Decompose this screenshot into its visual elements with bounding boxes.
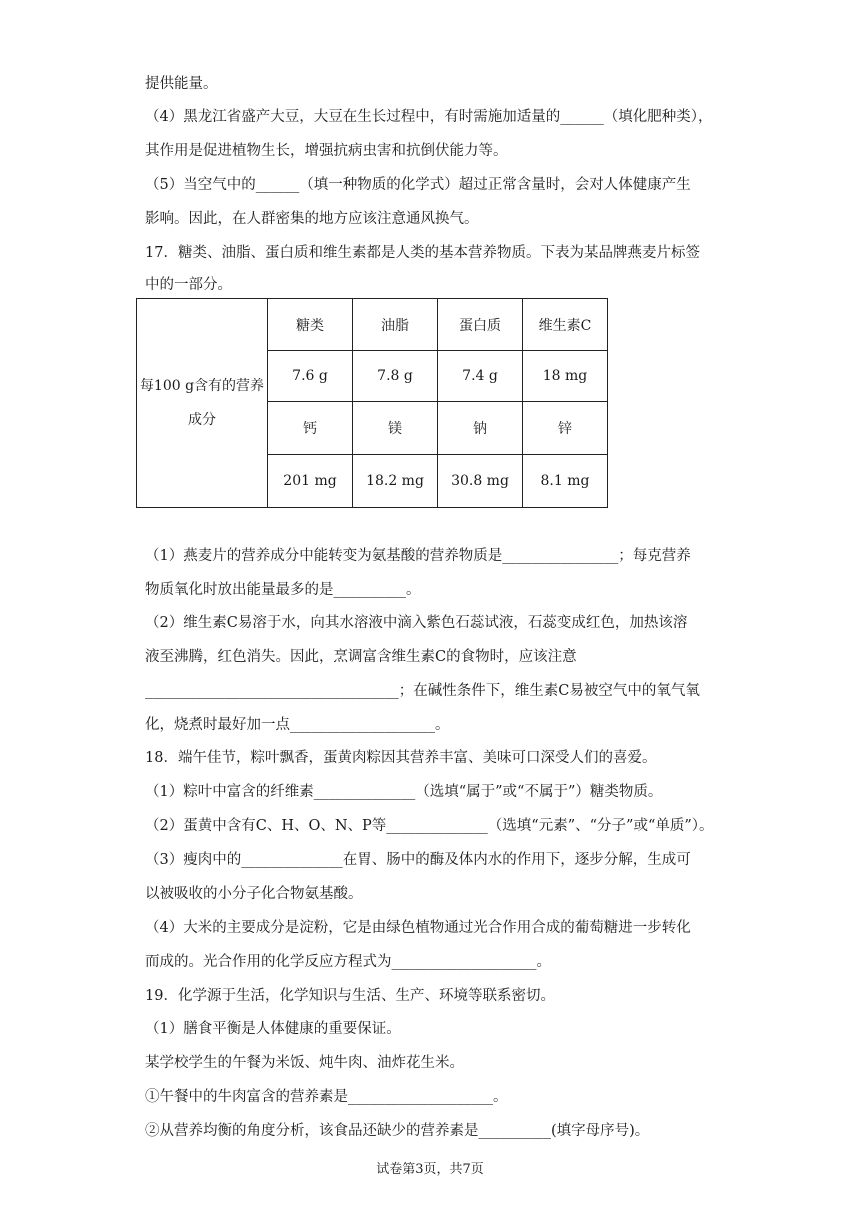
table-cell: 7.8 g — [353, 351, 438, 402]
table-cell: 维生素C — [523, 299, 608, 351]
nutrition-table — [136, 298, 608, 508]
page-footer: 试卷第3页，共7页 — [376, 1162, 484, 1177]
question-16-5: （5）当空气中的______（填一种物质的化学式）超过正常含量时，会对人体健康产生 — [145, 177, 691, 193]
table-cell: 油脂 — [353, 299, 438, 351]
table-cell: 18 mg — [523, 351, 608, 402]
question-18-3: （3）瘦肉中的______________在胃、肠中的酶及体内水的作用下，逐步分解，生成可 — [145, 852, 691, 868]
question-18-4: （4）大米的主要成分是淀粉，它是由绿色植物通过光合作用合成的葡萄糖进一步转化 — [145, 920, 691, 936]
table-cell: 钠 — [438, 402, 523, 455]
sub-question: ①午餐中的牛肉富含的营养素是____________________。 — [145, 1089, 508, 1105]
question-17-1: （1）燕麦片的营养成分中能转变为氨基酸的营养物质是________________；每克营养 — [145, 548, 691, 564]
table-cell: 糖类 — [268, 299, 353, 351]
question-17: 17．糖类、油脂、蛋白质和维生素都是人类的基本营养物质。下表为某品牌燕麦片标签 — [145, 245, 700, 261]
table-cell: 30.8 mg — [438, 455, 523, 508]
question-19-1: （1）膳食平衡是人体健康的重要保证。 — [145, 1021, 401, 1037]
text-line: 化，烧煮时最好加一点____________________。 — [145, 717, 450, 733]
text-line: 提供能量。 — [145, 76, 218, 92]
text-line: 某学校学生的午餐为米饭、炖牛肉、油炸花生米。 — [145, 1055, 464, 1071]
table-cell: 蛋白质 — [438, 299, 523, 351]
text-line: 中的一部分。 — [145, 277, 232, 293]
sub-question: ②从营养均衡的角度分析，该食品还缺少的营养素是__________(填字母序号)。 — [145, 1123, 650, 1139]
text-line: 以被吸收的小分子化合物氨基酸。 — [145, 886, 363, 902]
table-cell: 钙 — [268, 402, 353, 455]
text-line: 其作用是促进植物生长，增强抗病虫害和抗倒伏能力等。 — [145, 143, 508, 159]
table-cell: 7.4 g — [438, 351, 523, 402]
table-row-header: 每100 g含有的营养成分 — [137, 299, 268, 508]
text-line: 而成的。光合作用的化学反应方程式为____________________。 — [145, 954, 551, 970]
table-cell: 7.6 g — [268, 351, 353, 402]
question-18-1: （1）粽叶中富含的纤维素______________（选填“属于”或“不属于”）糖类物质。 — [145, 784, 663, 800]
table-cell: 8.1 mg — [523, 455, 608, 508]
question-16-4: （4）黑龙江省盛产大豆，大豆在生长过程中，有时需施加适量的______（填化肥种类）， — [145, 109, 713, 125]
question-18: 18．端午佳节，粽叶飘香，蛋黄肉粽因其营养丰富、美味可口深受人们的喜爱。 — [145, 750, 657, 766]
text-line: 液至沸腾，红色消失。因此，烹调富含维生素C的食物时，应该注意 — [145, 649, 577, 665]
table-cell: 镁 — [353, 402, 438, 455]
table-row — [137, 299, 608, 351]
question-17-2: （2）维生素C易溶于水，向其水溶液中滴入紫色石蕊试液，石蕊变成红色，加热该溶 — [145, 615, 688, 631]
text-line: 物质氧化时放出能量最多的是__________。 — [145, 582, 421, 598]
table-cell: 18.2 mg — [353, 455, 438, 508]
text-line: 影响。因此，在人群密集的地方应该注意通风换气。 — [145, 211, 479, 227]
text-line: ___________________________________；在碱性条件下，维生素C易被空气中的氧气氧 — [145, 683, 700, 699]
question-19: 19．化学源于生活，化学知识与生活、生产、环境等联系密切。 — [145, 988, 555, 1004]
table-cell: 锌 — [523, 402, 608, 455]
question-18-2: （2）蛋黄中含有C、H、O、N、P等______________（选填“元素”、“分子”或“单质”）。 — [145, 818, 714, 834]
table-cell: 201 mg — [268, 455, 353, 508]
